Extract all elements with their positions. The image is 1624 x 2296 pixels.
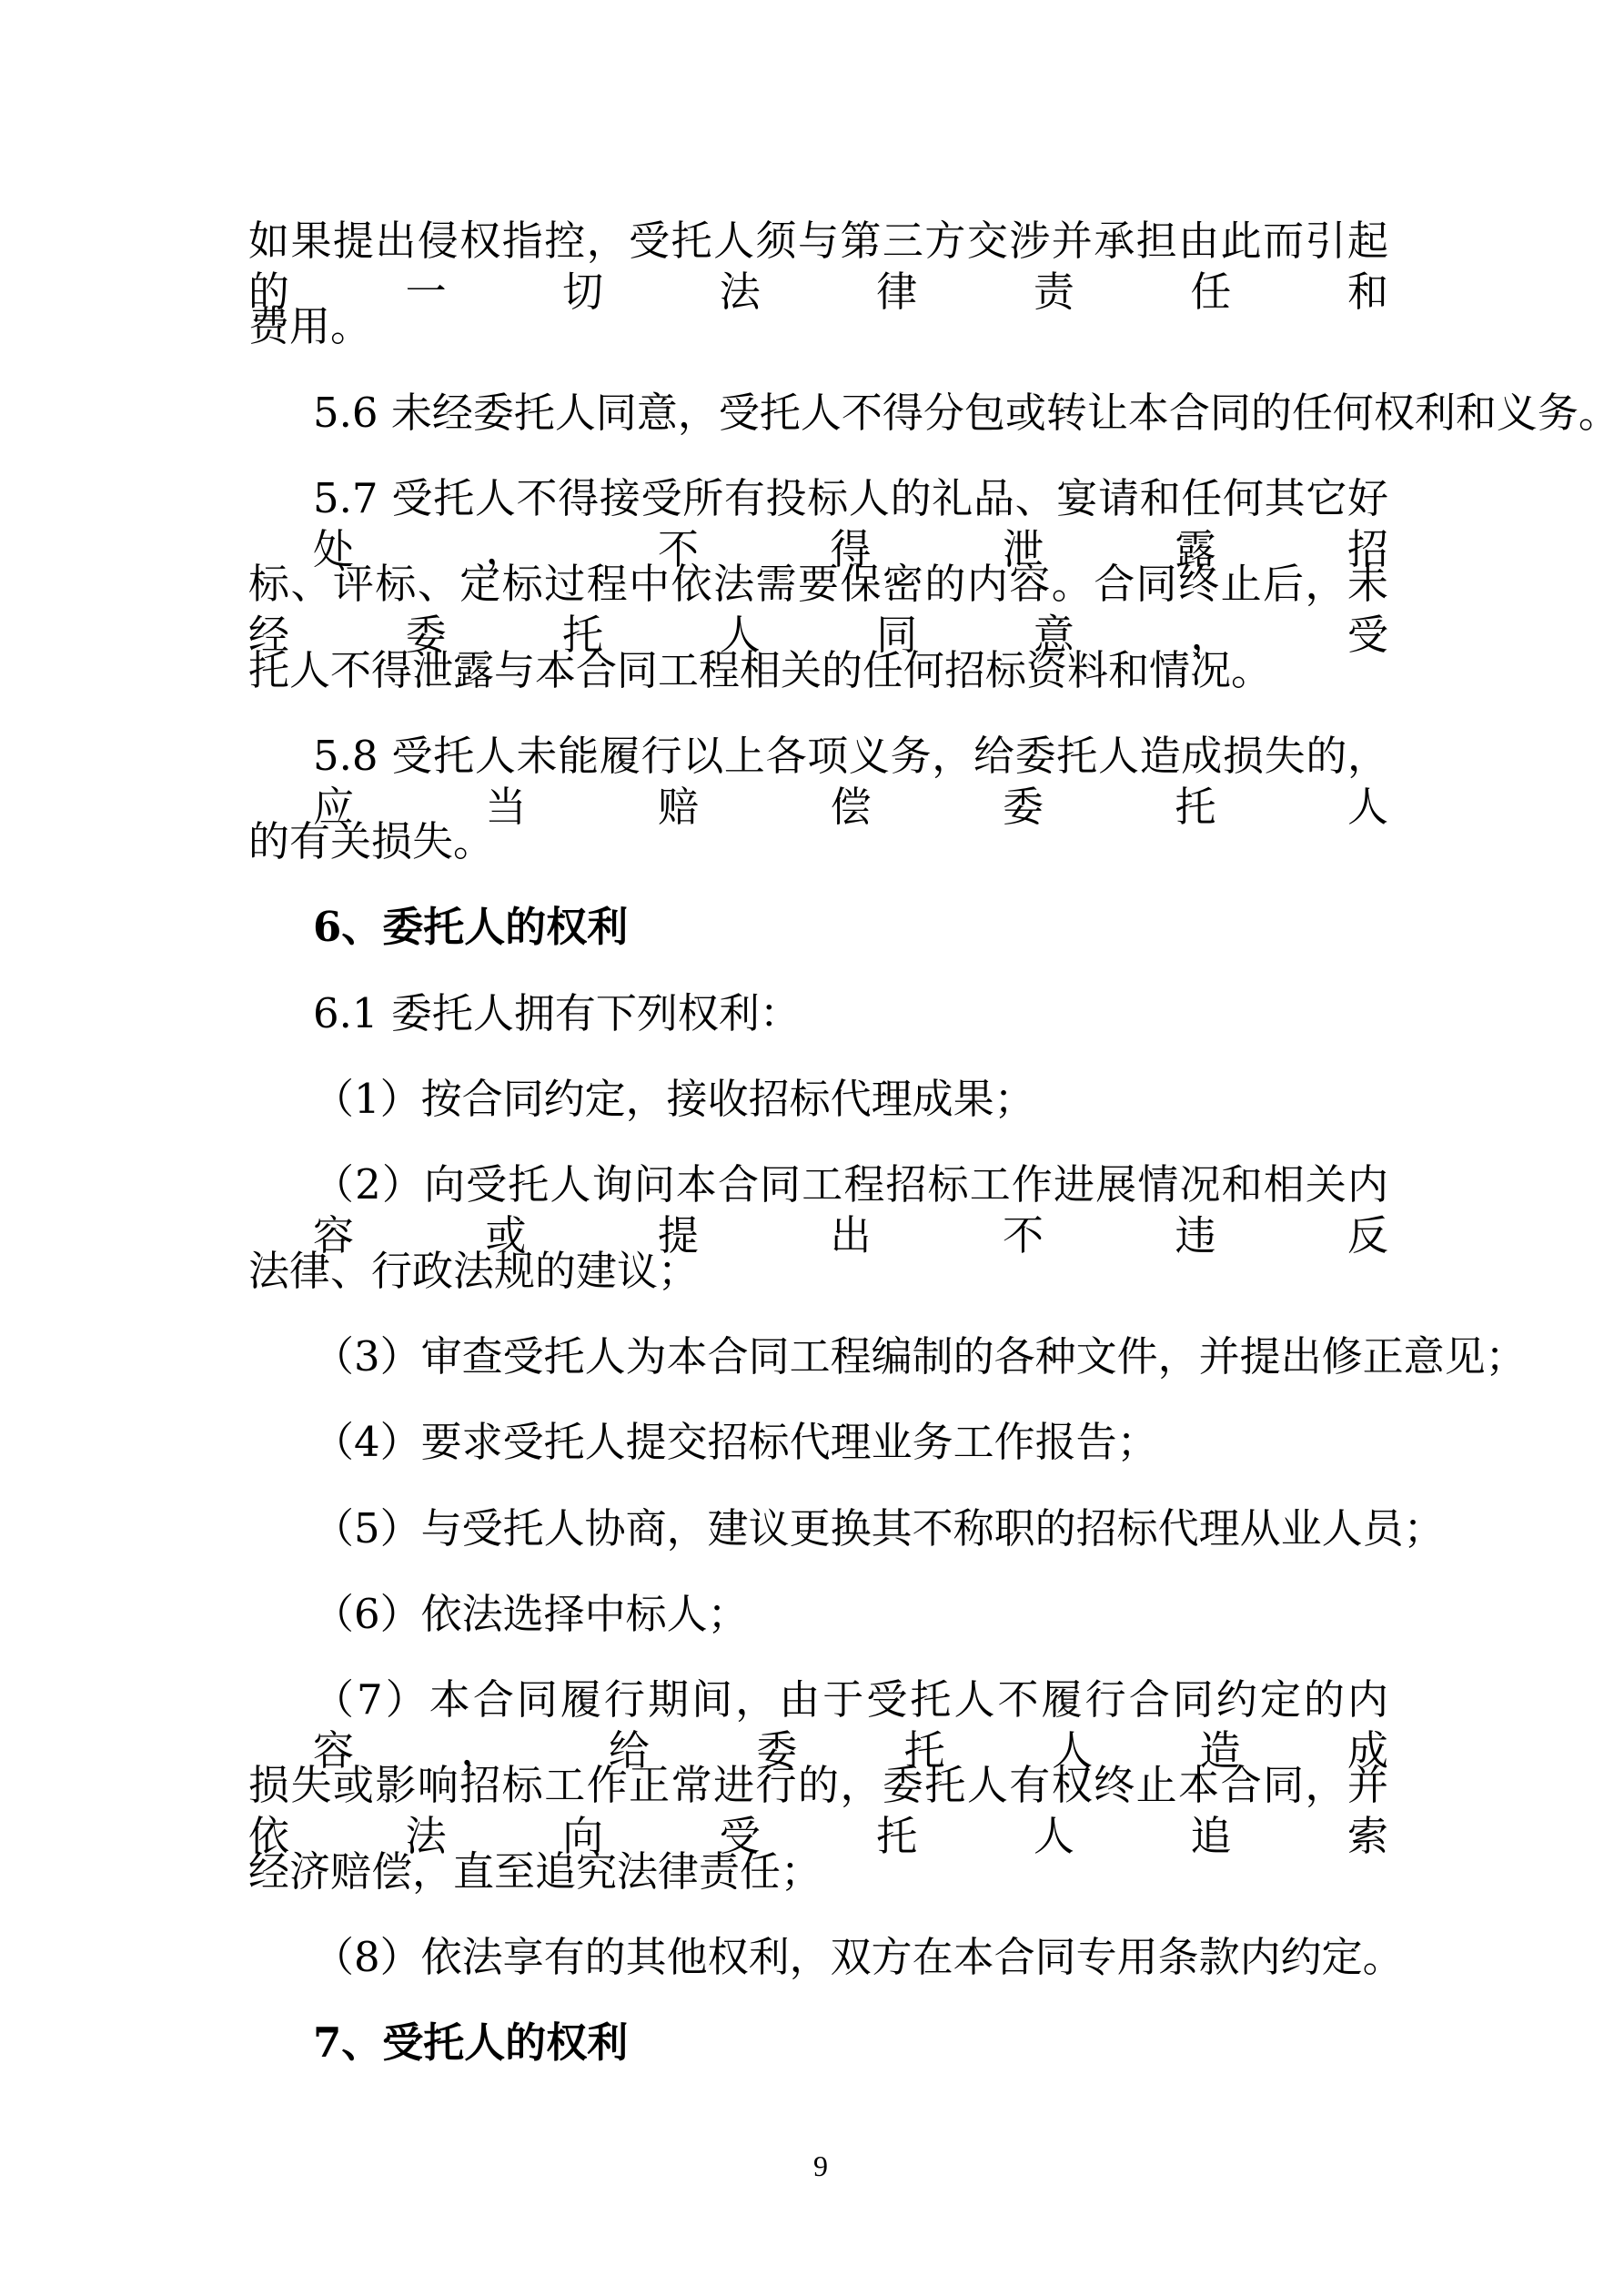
- text-line: 经济赔偿，直至追究法律责任；: [248, 1846, 822, 1896]
- text-line: 标、评标、定标过程中依法需要保密的内容。合同终止后，未经委托人同意，受: [248, 560, 1388, 660]
- text-line: （4）要求受托人提交招标代理业务工作报告；: [313, 1418, 1158, 1467]
- text-line: （6）依法选择中标人；: [313, 1589, 749, 1638]
- text-line: 如果提出侵权指控，受托人须与第三方交涉并承担由此而引起的一切法律责任和: [248, 217, 1388, 316]
- text-line: 法律、行政法规的建议；: [248, 1246, 700, 1295]
- text-line: （5）与受托人协商，建议更换其不称职的招标代理从业人员；: [313, 1503, 1445, 1553]
- page-number: 9: [813, 2149, 828, 2182]
- text-line: （1）按合同约定，接收招标代理成果；: [313, 1075, 1035, 1123]
- section-heading: 6、委托人的权利: [313, 903, 629, 952]
- text-line: 损失或影响招标工作正常进行的，委托人有权终止本合同，并依法向受托人追索: [248, 1761, 1388, 1861]
- text-line: 托人不得泄露与本合同工程相关的任何招标资料和情况。: [248, 645, 1273, 694]
- text-line: 5.6 未经委托人同意，受托人不得分包或转让本合同的任何权利和义务。: [313, 388, 1619, 437]
- text-line: （3）审查受托人为本合同工程编制的各种文件，并提出修正意见；: [313, 1331, 1527, 1381]
- text-line: 6.1 委托人拥有下列权利：: [313, 988, 801, 1037]
- text-line: 5.8 受托人未能履行以上各项义务，给委托人造成损失的，应当赔偿委托人: [313, 731, 1388, 831]
- text-line: （8）依法享有的其他权利，双方在本合同专用条款内约定。: [313, 1933, 1404, 1981]
- text-line: （7）本合同履行期间，由于受托人不履行合同约定的内容，给委托人造成: [313, 1675, 1388, 1775]
- text-line: 费用。: [248, 302, 372, 351]
- section-heading: 7、受托人的权利: [313, 2018, 629, 2068]
- text-line: 5.7 受托人不得接受所有投标人的礼品、宴请和任何其它好处，不得泄露招: [313, 473, 1388, 573]
- text-line: 的有关损失。: [248, 817, 495, 866]
- text-line: （2）向受托人询问本合同工程招标工作进展情况和相关内容或提出不违反: [313, 1160, 1388, 1260]
